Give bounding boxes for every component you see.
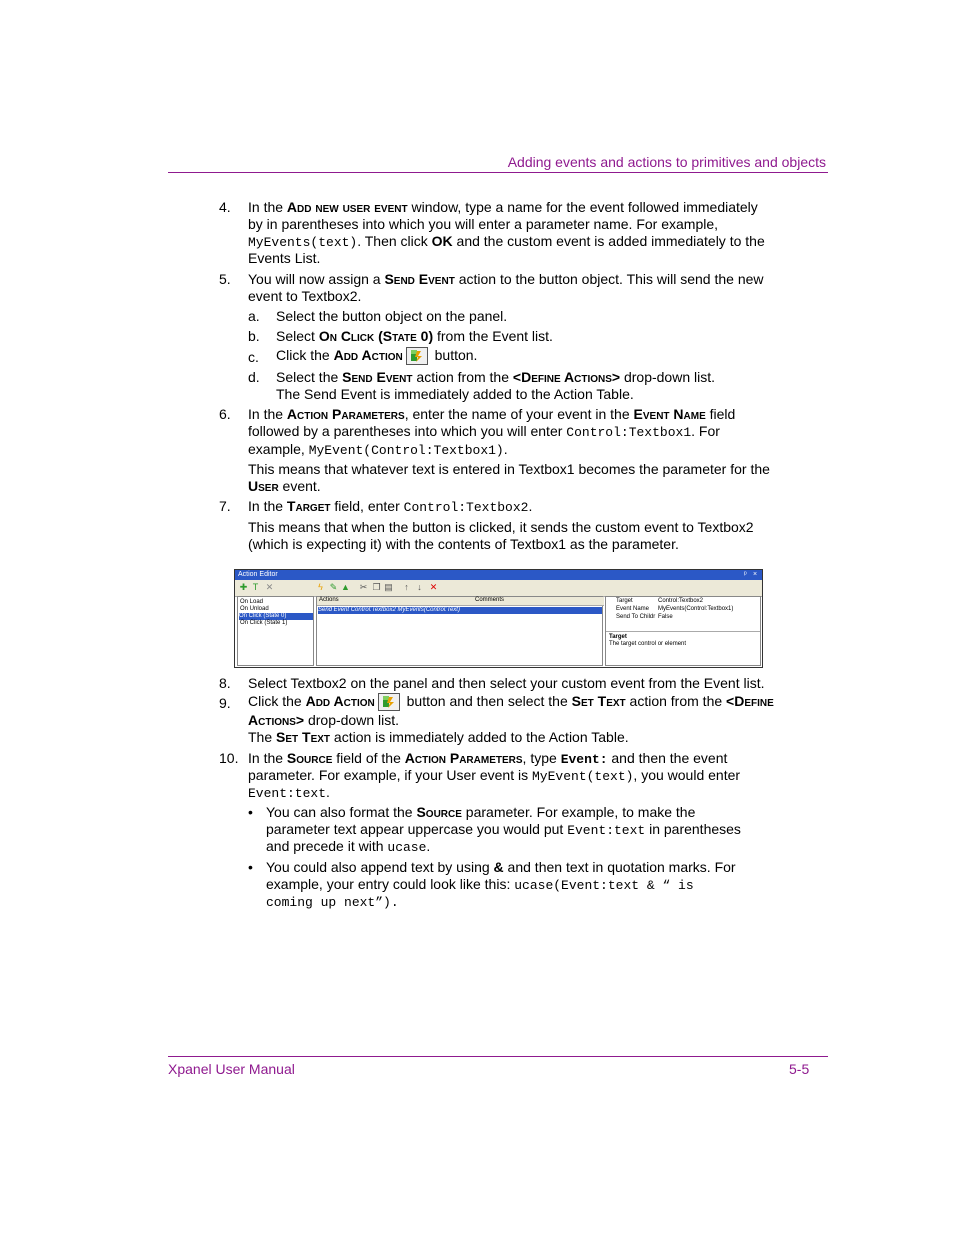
footer-rule [168, 1056, 828, 1057]
step-6-line-5: User event. [248, 478, 321, 494]
event-item: On Unload [240, 606, 269, 612]
step-6-line-2: followed by a parentheses into which you will enter Control:Textbox1. For [248, 423, 720, 440]
step-4-line-4: Events List. [248, 250, 321, 266]
help-text: The target control or element [609, 641, 687, 647]
action-row: Send Event Control:Textbox2 MyEvents(Control:Text) [318, 607, 602, 614]
step-5-line-2: event to Textbox2. [248, 288, 362, 304]
substep-a-label: a. [248, 308, 260, 324]
events-list [237, 596, 314, 666]
actions-column-header: Actions [319, 597, 339, 603]
pin-icon: ᵖ [744, 571, 747, 578]
step-7-line-2: This means that when the button is clicked, it sends the custom event to Textbox2 [248, 519, 754, 535]
copy-icon: ❐ [372, 582, 381, 592]
bullet-2-line-1: You could also append text by using & and then text in quotation marks. For [266, 859, 736, 875]
param-name: Send To Childr [616, 614, 656, 620]
action-parameters [605, 596, 761, 666]
bullet-2-marker: • [248, 859, 253, 875]
event-item: On Load [240, 599, 264, 605]
event-item: On Click (State 1) [240, 620, 288, 626]
substep-d-label: d. [248, 369, 260, 385]
running-header: Adding events and actions to primitives and objects [507, 154, 826, 170]
add-action-button-image [378, 693, 400, 711]
substep-d-result: The Send Event is immediately added to the Action Table. [276, 386, 634, 402]
add-user-event-icon: T [252, 582, 259, 592]
move-down-icon: ↓ [417, 582, 422, 592]
chart-action-icon: ▲ [341, 582, 350, 592]
param-value: MyEvents(Control:Textbox1) [658, 606, 734, 612]
substep-c-label: c. [248, 349, 259, 365]
step-10-line-3: Event:text. [248, 784, 330, 801]
delete-event-icon: ✕ [265, 582, 274, 592]
cut-icon: ✂ [359, 582, 368, 592]
substep-b-label: b. [248, 328, 260, 344]
help-title: Target [609, 634, 627, 640]
action-editor-titlebar [235, 570, 762, 580]
add-action-button-image [406, 347, 428, 365]
param-name: Event Name [616, 606, 650, 612]
step-7-line-3: (which is expecting it) with the contents of Textbox1 as the parameter. [248, 536, 679, 552]
step-7-line-1: In the Target field, enter Control:Textbox2. [248, 498, 533, 515]
substep-c-text: Click the Add Action button. [276, 347, 477, 365]
action-editor-screenshot [234, 569, 763, 668]
bullet-1-marker: • [248, 804, 253, 820]
step-9-line-3: The Set Text action is immediately added to the Action Table. [248, 729, 629, 745]
action-editor-title: Action Editor [238, 571, 278, 578]
step-6-line-1: In the Action Parameters, enter the name of your event in the Event Name field [248, 406, 736, 422]
step-10-line-2: parameter. For example, if your User event is MyEvent(text), you would enter [248, 767, 741, 784]
bullet-2-line-3: coming up next”). [266, 895, 399, 910]
bullet-1-line-2: parameter text appear uppercase you would put Event:text in parentheses [266, 821, 741, 838]
action-editor-toolbar [235, 580, 762, 597]
step-8-line-1: Select Textbox2 on the panel and then select your custom event from the Event list. [248, 675, 765, 691]
bullet-1-line-3: and precede it with ucase. [266, 838, 431, 855]
edit-action-icon: ✎ [329, 582, 338, 592]
step-7-number: 7. [219, 498, 231, 514]
step-9-line-2: Actions> drop-down list. [248, 712, 400, 728]
add-action-icon: ϟ [318, 582, 323, 592]
bullet-2-line-2: example, your entry could look like this: ucase(Event:text & “ is [266, 876, 694, 893]
paste-icon: ▤ [384, 582, 393, 592]
delete-action-icon: ✕ [429, 582, 438, 592]
step-4-line-1: In the Add new user event window, type a name for the event followed immediately [248, 199, 758, 215]
step-4-number: 4. [219, 199, 231, 215]
footer-manual-title: Xpanel User Manual [168, 1061, 295, 1077]
step-6-line-4: This means that whatever text is entered in Textbox1 becomes the parameter for the [248, 461, 770, 477]
param-name: Target [616, 598, 633, 604]
step-4-line-2: by in parentheses into which you will enter a parameter name. For example, [248, 216, 719, 232]
step-8-number: 8. [219, 675, 231, 691]
footer-page-number: 5-5 [789, 1061, 810, 1077]
step-6-number: 6. [219, 406, 231, 422]
param-value: False [658, 614, 673, 620]
step-9-line-1: Click the Add Action button and then select the Set Text action from the <Define [248, 693, 774, 711]
parameters-divider [606, 631, 760, 632]
event-item-selected: On Click (State 0) [239, 613, 313, 620]
step-6-line-3: example, MyEvent(Control:Textbox1). [248, 441, 508, 458]
step-9-number: 9. [219, 695, 231, 711]
substep-a-text: Select the button object on the panel. [276, 308, 508, 324]
close-icon: × [753, 571, 758, 578]
step-4-line-3: MyEvents(text). Then click OK and the custom event is added immediately to the [248, 233, 765, 250]
add-event-icon: ✚ [239, 582, 248, 592]
bullet-1-line-1: You can also format the Source parameter. For example, to make the [266, 804, 696, 820]
actions-table [316, 596, 603, 666]
step-5-number: 5. [219, 271, 231, 287]
step-5-line-1: You will now assign a Send Event action to the button object. This will send the new [248, 271, 764, 287]
substep-b-text: Select On Click (State 0) from the Event list. [276, 328, 553, 344]
param-value: Control:Textbox2 [658, 598, 704, 604]
substep-d-text: Select the Send Event action from the <Define Actions> drop-down list. [276, 369, 716, 385]
step-10-line-1: In the Source field of the Action Parameters, type Event: and then the event [248, 750, 728, 767]
actions-table-header [317, 597, 604, 606]
step-10-number: 10. [219, 750, 239, 766]
comments-column-header: Comments [475, 597, 505, 603]
move-up-icon: ↑ [404, 582, 409, 592]
header-rule [168, 172, 828, 173]
